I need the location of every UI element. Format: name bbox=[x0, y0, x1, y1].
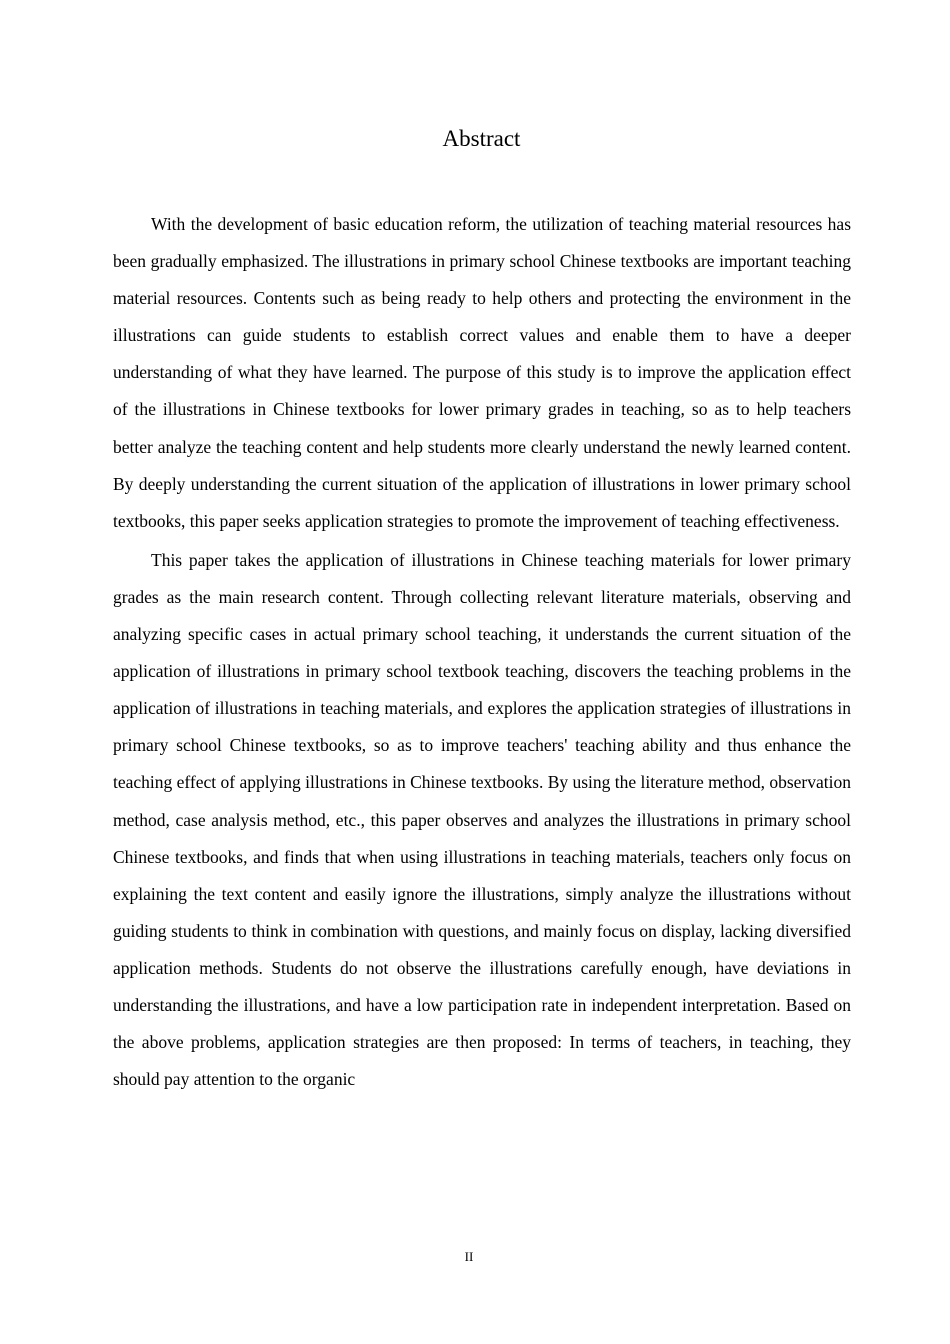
abstract-paragraph-2: This paper takes the application of illustrations in Chinese teaching materials for lower primary grades as the main research content. Through collecting relevant literature materials, observing and analyzing specific cases in actual primary school teaching, it understands the current situation of the application of illustrations in primary school textbook teaching, discovers the teaching problems in the application of illustrations in teaching materials, and explores the application strategies of illustrations in primary school Chinese textbooks, so as to improve teachers' teaching ability and thus enhance the teaching effect of applying illustrations in Chinese textbooks. By using the literature method, observation method, case analysis method, etc., this paper observes and analyzes the illustrations in primary school Chinese textbooks, and finds that when using illustrations in teaching materials, teachers only focus on explaining the text content and easily ignore the illustrations, simply analyze the illustrations without guiding students to think in combination with questions, and mainly focus on display, lacking diversified application methods. Students do not observe the illustrations carefully enough, have deviations in understanding the illustrations, and have a low participation rate in independent interpretation. Based on the above problems, application strategies are then proposed: In terms of teachers, in teaching, they should pay attention to the organic bbox=[113, 549, 851, 1090]
abstract-title: Abstract bbox=[442, 126, 521, 151]
abstract-paragraph-1: With the development of basic education reform, the utilization of teaching material resources has been gradually emphasized. The illustrations in primary school Chinese textbooks are important teaching material resources. Contents such as being ready to help others and protecting the environment in the illustrations can guide students to establish correct values and enable them to have a deeper understanding of what they have learned. The purpose of this study is to improve the application effect of the illustrations in Chinese textbooks for lower primary grades in teaching, so as to help teachers better analyze the teaching content and help students more clearly understand the newly learned content. By deeply understanding the current situation of the application of illustrations in lower primary school textbooks, this paper seeks application strategies to promote the improvement of teaching effectiveness. bbox=[113, 214, 851, 531]
page-number: II bbox=[464, 1249, 474, 1264]
abstract-body bbox=[113, 206, 851, 1100]
